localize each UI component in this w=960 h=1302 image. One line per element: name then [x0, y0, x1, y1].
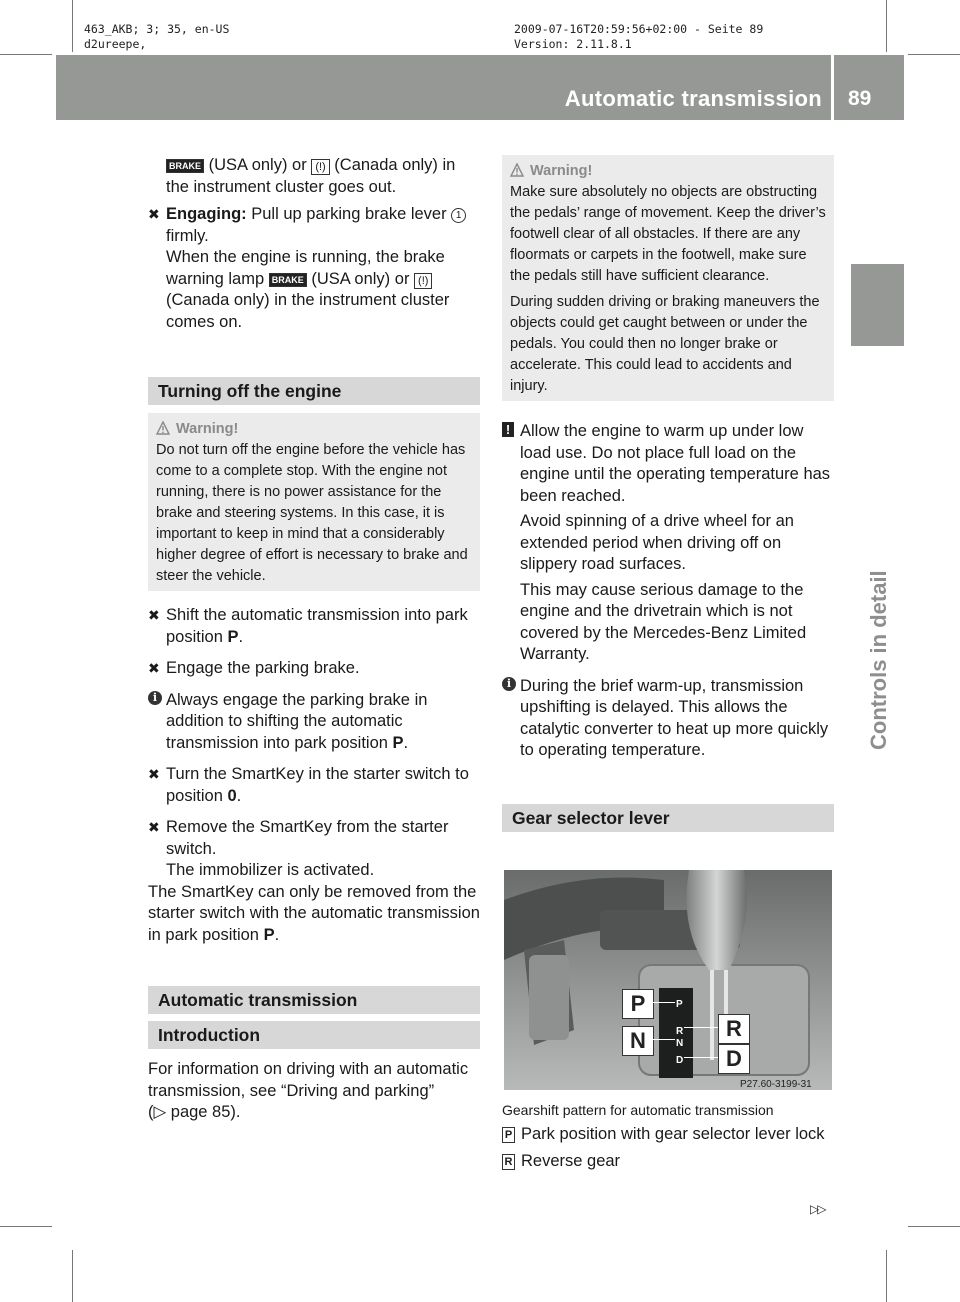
info-icon: i — [148, 691, 162, 705]
warning-box — [502, 155, 834, 401]
warning-triangle-icon — [156, 421, 170, 435]
step-arrow-icon: ✖ — [148, 819, 160, 835]
warning-title: Warning! — [156, 419, 472, 440]
trim-mark — [886, 1250, 887, 1302]
warning-triangle-icon — [510, 163, 524, 177]
meta-user: d2ureepe, — [84, 37, 147, 51]
step-shift-park: ✖ Shift the automatic transmission into park position P. — [148, 606, 468, 646]
step-arrow-icon: ✖ — [148, 766, 160, 782]
paragraph: For information on driving with an automatic transmission, see “Driving and parking” (▷ page 85). — [148, 1060, 469, 1121]
subsection-heading: Introduction — [148, 1021, 480, 1049]
right-column — [502, 155, 834, 832]
step-turn-key: ✖ Turn the SmartKey in the starter switch to position 0. — [148, 765, 469, 805]
step-arrow-icon: ✖ — [148, 206, 160, 222]
step-arrow-icon: ✖ — [148, 660, 160, 676]
paragraph: The SmartKey can only be removed from the starter switch with the automatic transmission in park position P. — [148, 882, 480, 944]
meta-file-id: 463_AKB; 3; 35, en-US — [84, 22, 230, 36]
continue-arrows-icon: ▷▷ — [810, 1202, 825, 1216]
gear-label-park: P — [622, 989, 654, 1019]
warning-text: Do not turn off the engine before the vehicle has come to a complete stop. With the engine not running, there is no power assistance for the brake and steering systems. In this case, it is important to keep in mind that a considerably higher degree of effort is necessary to brake and steer the vehicle. — [156, 442, 468, 584]
warning-text: Make sure absolutely no objects are obstructing the pedals’ range of movement. Keep the driver’s footwell clear of all obstacles. If there are any floormats or carpets in the footwell, make sure the pedals still have sufficient clearance. — [510, 184, 826, 284]
slot-label-drive: D — [676, 1055, 684, 1066]
meta-timestamp: 2009-07-16T20:59:56+02:00 - Seite 89 — [514, 22, 764, 36]
left-column — [148, 155, 480, 1124]
trim-mark — [72, 0, 73, 52]
leader-line — [684, 1057, 718, 1058]
step-remove-key: ✖ Remove the SmartKey from the starter switch. The immobilizer is activated. — [148, 818, 449, 879]
step-engaging: ✖ Engaging: Pull up parking brake lever 1 firmly. When the engine is running, the brake warning lamp BRAKE (USA only) or (!) (Canada only) in the instrument cluster comes on. — [148, 204, 480, 333]
chapter-tab — [851, 264, 904, 346]
info-icon: i — [502, 677, 516, 691]
warning-title: Warning! — [510, 161, 826, 182]
leader-line — [684, 1027, 718, 1028]
gear-selector-photo — [504, 870, 832, 1090]
gear-label-drive: D — [718, 1044, 750, 1074]
trim-mark — [72, 1250, 73, 1302]
warning-box — [148, 413, 480, 591]
photo-code: P27.60-3199-31 — [740, 1079, 812, 1090]
step-engage-brake: ✖ Engage the parking brake. — [148, 658, 480, 680]
slot-label-neutral: N — [676, 1038, 684, 1049]
page-number: 89 — [848, 87, 872, 110]
brake-lamp-icon: BRAKE — [269, 273, 307, 287]
slot-label-reverse: R — [676, 1026, 684, 1037]
callout-number: 1 — [451, 208, 466, 223]
brake-warning-icon: (!) — [311, 159, 329, 175]
leader-line — [653, 1039, 675, 1040]
caution-mark-icon: ! — [502, 422, 514, 437]
section-heading: Gear selector lever — [502, 804, 834, 832]
legend-item-reverse: R Reverse gear — [502, 1151, 834, 1173]
paragraph: BRAKE (USA only) or (!) (Canada only) in the instrument cluster goes out. — [166, 156, 456, 196]
right-column-bottom — [502, 1101, 834, 1172]
figure-caption: Gearshift pattern for automatic transmission — [502, 1102, 774, 1118]
trim-mark — [0, 54, 52, 55]
caution-block: ! Allow the engine to warm up under low load use. Do not place full load on the engine until the operating temperature has been reached. Avoid spinning of a drive wheel for an extended period when driving off on slippery road surfaces. This may cause serious damage to the engine and the drivetrain which is not covered by the Mercedes-Benz Limited Warranty. — [502, 421, 834, 666]
note-always-engage: i Always engage the parking brake in addition to shifting the automatic transmission into park position P. — [148, 690, 480, 755]
brake-warning-icon: (!) — [414, 273, 432, 289]
meta-version: Version: 2.11.8.1 — [514, 37, 632, 51]
gear-label-neutral: N — [622, 1026, 654, 1056]
chapter-label: Controls in detail — [866, 570, 891, 750]
trim-mark — [908, 54, 960, 55]
gear-selector-illustration — [504, 870, 832, 1090]
gear-label-reverse: R — [718, 1014, 750, 1044]
section-heading: Automatic transmission — [148, 986, 480, 1014]
leader-line — [653, 1002, 675, 1003]
note-warm-up: i During the brief warm-up, transmission upshifting is delayed. This allows the catalytic converter to heat up more quickly to operating temperature. — [502, 676, 834, 762]
warning-text: During sudden driving or braking maneuvers the objects could get caught between or under the pedals. You could then no longer brake or accelerate. This could lead to accidents and injury. — [510, 294, 820, 394]
trim-mark — [886, 0, 887, 52]
header-divider — [831, 55, 834, 120]
step-arrow-icon: ✖ — [148, 607, 160, 623]
slot-label-park: P — [676, 999, 683, 1010]
trim-mark — [0, 1226, 52, 1227]
page-title: Automatic transmission — [564, 86, 822, 111]
brake-lamp-icon: BRAKE — [166, 159, 204, 173]
park-key-icon: P — [502, 1127, 515, 1143]
reverse-key-icon: R — [502, 1154, 515, 1170]
trim-mark — [908, 1226, 960, 1227]
legend-item-park: P Park position with gear selector lever lock — [502, 1124, 834, 1146]
section-heading: Turning off the engine — [148, 377, 480, 405]
